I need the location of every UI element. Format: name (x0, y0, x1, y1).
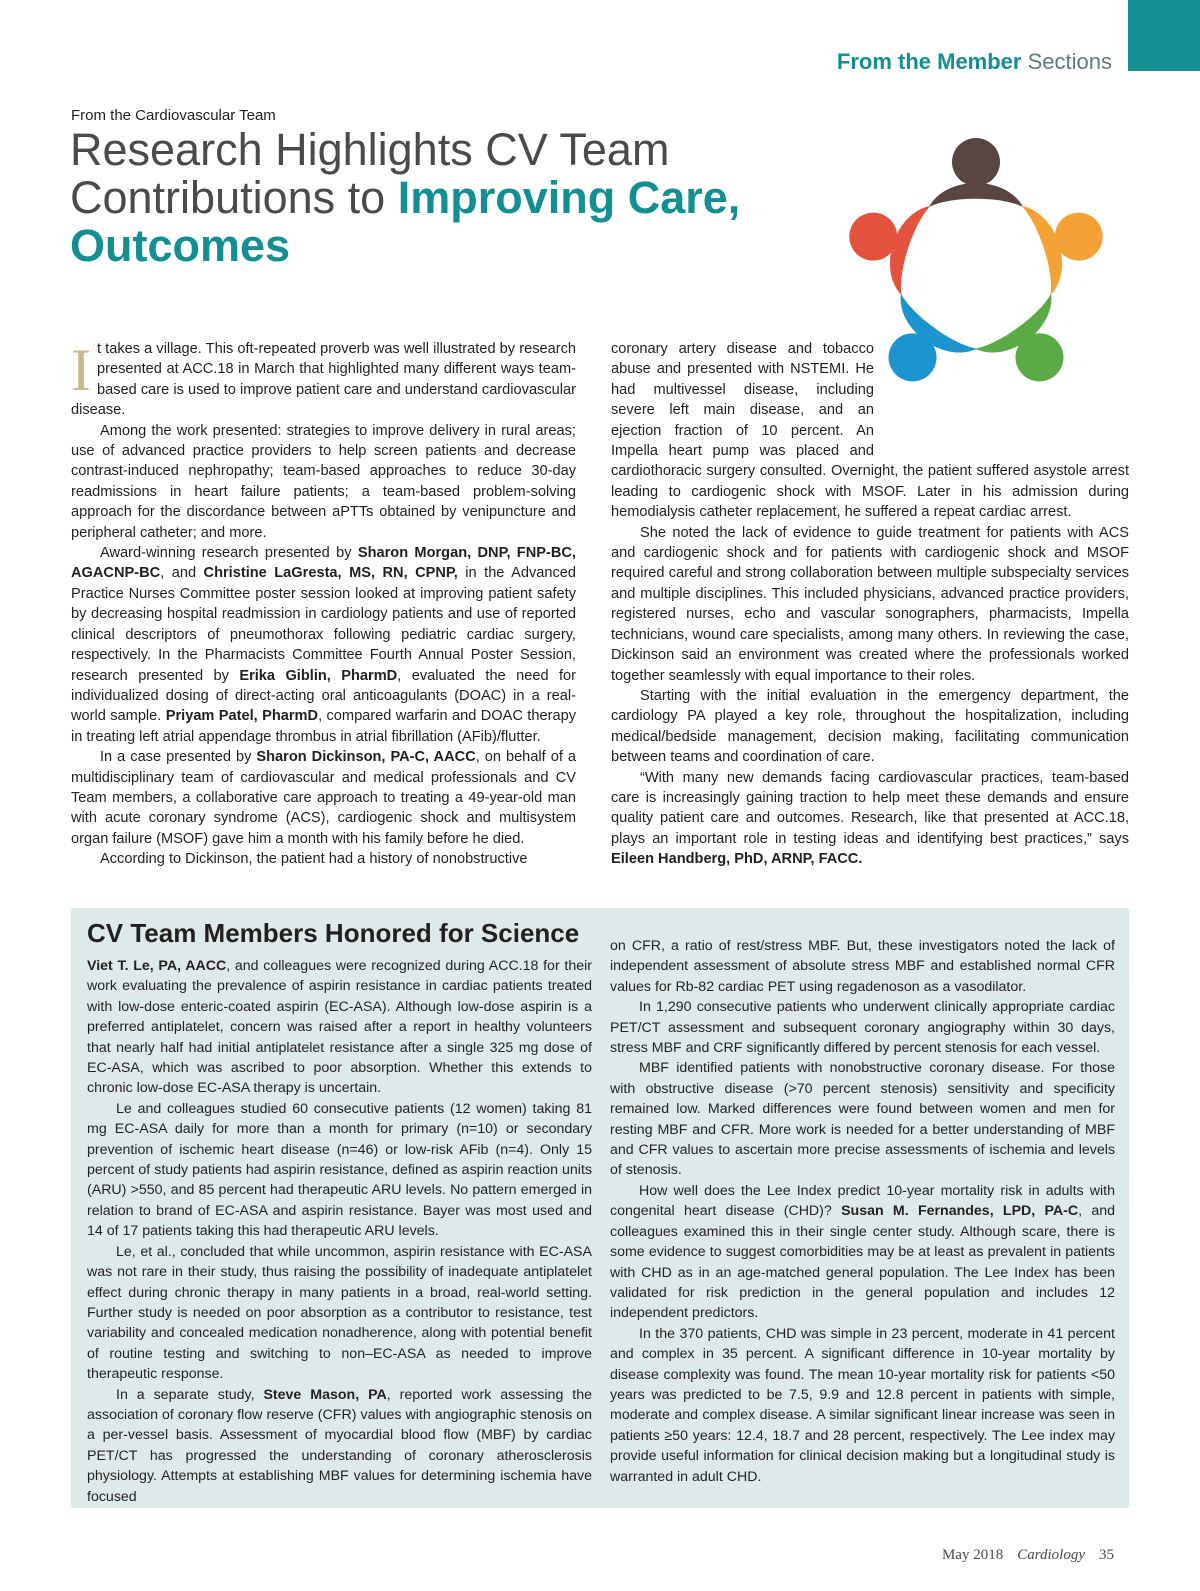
sidebar-paragraph: Viet T. Le, PA, AACC, and colleagues were recognized during ACC.18 for their work evaluating the prevalence of aspirin resistance in cardiac patients treated with low-dose enteric-coated aspirin (EC-ASA). Although low-dose aspirin is a preferred antiplatelet, concern was raised after a report in healthy volunteers that nearly half had initial antiplatelet resistance after a single 325 mg dose of EC-ASA, which was ascribed to poor absorption. Whether this extends to chronic low-dose EC-ASA therapy is uncertain. (87, 958, 592, 1097)
article-paragraph: “With many new demands facing cardiovascular practices, team-based care is increasingly gaining traction to help meet these demands and ensure quality patient care and outcomes. Research, like that presented at ACC.18, plays an important role in testing ideas and identifying best practices,” says Eileen Handberg, PhD, ARNP, FACC. (611, 769, 1129, 868)
sidebar-column-1 (87, 956, 592, 1507)
sidebar-paragraph: How well does the Lee Index predict 10-year mortality risk in adults with congenital heart disease (CHD)? Susan M. Fernandes, LPD, PA-C, and colleagues examined this in their single center study. Although scare, there is some evidence to suggest comorbidities may be at least as prevalent in patients with CHD as in an age-matched general population. The Lee Index has been validated for risk prediction in the general population and includes 12 independent predictors. (610, 1182, 1116, 1322)
article-paragraph: Award-winning research presented by Sharon Morgan, DNP, FNP-BC, AGACNP-BC, and Christine LaGresta, MS, RN, CPNP, in the Advanced Practice Nurses Committee poster session looked at improving patient safety by decreasing hospital readmission in cardiology patients and use of reported clinical descriptors of pneumothorax following pediatric cardiac surgery, respectively. In the Pharmacists Committee Fourth Annual Poster Session, research presented by Erika Giblin, PharmD, evaluated the need for individualized dosing of direct-acting oral anticoagulants (DOAC) in a real-world sample. Priyam Patel, PharmD, compared warfarin and DOAC therapy in treating left atrial appendage thrombus in atrial fibrillation (AFib)/flutter. (71, 545, 577, 745)
article-column-2 (611, 339, 1129, 870)
section-color-tab (1128, 0, 1200, 71)
article-paragraph: coronary artery disease and tobacco abuse and presented with NSTEMI. He had multivessel disease, including severe left main disease, and an ejection fraction of 10 percent. An Impella heart pump was placed and cardiothoracic surgery consulted. Overnight, the patient suffered asystole arrest leading to cardiogenic shock with MSOF. Later in his admission during hemodialysis catheter replacement, he suffered a repeat cardiac arrest. (611, 341, 1129, 521)
article-paragraph: It takes a village. This oft-repeated proverb was well illustrated by research presented at ACC.18 in March that highlighted many different ways team-based care is used to improve patient care and understand cardiovascular disease. (71, 337, 576, 419)
footer-magazine: Cardiology (1017, 1547, 1085, 1563)
sidebar-paragraph: MBF identified patients with nonobstructive coronary disease. For those with obstructive disease (>70 percent stenosis) sensitivity and specificity remained low. Marked differences were found between women and men for resting MBF and CFR. More work is needed for a better understanding of MBF and CFR values to ascertain more precise assessments of ischemia and levels of stenosis. (610, 1060, 1115, 1179)
page-footer (942, 1547, 1114, 1564)
headline-text: Research Highlights CV Team Contributions to (70, 124, 670, 223)
logo-figure (929, 138, 1023, 207)
sidebar-paragraph: In a separate study, Steve Mason, PA, reported work assessing the association of coronary flow reserve (CFR) values with angiographic stenosis on a per-vessel basis. Assessment of myocardial blood flow (MBF) by cardiac PET/CT has progressed the understanding of coronary atherosclerosis physiology. Attempts at establishing MBF values for determining ischemia have focused (87, 1386, 592, 1505)
article-paragraph: According to Dickinson, the patient had a history of nonobstructive (100, 851, 528, 868)
sidebar-box (71, 908, 1129, 1508)
headline-highlight: Improving Care, Outcomes (70, 172, 741, 271)
section-header-bold: From the Member (836, 49, 1022, 74)
section-header-light: Sections (1027, 49, 1112, 74)
logo-wrap-space (874, 339, 1129, 443)
article-column-1 (71, 339, 576, 870)
sidebar-paragraph: In 1,290 consecutive patients who underwent clinically appropriate cardiac PET/CT assessment and subsequent coronary angiography within 30 days, stress MBF and CRF significantly differed by percent stenosis for each vessel. (610, 999, 1115, 1057)
sidebar-paragraph: on CFR, a ratio of rest/stress MBF. But, these investigators noted the lack of independent assessment of absolute stress MBF and established normal CFR values for Rb-82 cardiac PET using regadenoson as a vasodilator. (610, 938, 1115, 995)
footer-date: May 2018 (941, 1547, 1004, 1563)
page-number: 35 (1099, 1547, 1114, 1563)
section-header (837, 49, 1112, 75)
sidebar-paragraph: Le and colleagues studied 60 consecutive patients (12 women) taking 81 mg EC-ASA daily for more than a month for primary (n=10) or secondary prevention of ischemic heart disease (n=46) or low-risk AFib (n=4). Only 15 percent of study patients had aspirin resistance, defined as aspirin reaction units (ARU) >550, and 85 percent had therapeutic ARU levels. No pattern emerged in relation to brand of EC-ASA and aspirin resistance. Bayer was most used and 14 of 17 patients taking this had therapeutic ARU levels. (87, 1100, 592, 1240)
article-paragraph: Starting with the initial evaluation in the emergency department, the cardiology PA played a key role, throughout the hospitalization, including medical/bedside management, decision making, facilitating communication between teams and coordination of care. (611, 687, 1129, 766)
article-paragraph: She noted the lack of evidence to guide treatment for patients with ACS and cardiogenic shock and for patients with cardiogenic shock and MSOF required careful and strong collaboration between multiple subspecialty services and multiple disciplines. This included physicians, advanced practice providers, registered nurses, echo and vascular sonographers, pharmacists, Impella technicians, wound care specialists, among many others. In reviewing the case, Dickinson said an environment was created where the professionals worked together seamlessly with equal importance to their roles. (611, 524, 1129, 684)
sidebar-paragraph: Le, et al., concluded that while uncommon, aspirin resistance with EC-ASA was not rare in their study, thus raising the possibility of inadequate antiplatelet effect during chronic therapy in many patients in a broad, real-world setting. Further study is needed on poor absorption as a contributor to resistance, test variability and concealed medication nonadherence, along with potential benefit of routine testing and switching to non–EC-ASA as needed to improve therapeutic response. (87, 1243, 592, 1383)
article-headline (70, 126, 830, 270)
sidebar-paragraph: In the 370 patients, CHD was simple in 23 percent, moderate in 41 percent and complex in 35 percent. A significant difference in 10-year mortality by disease complexity was found. The mean 10-year mortality risk for patients <50 years was predicted to be 7.5, 9.9 and 12.8 percent in patients with simple, moderate and complex disease. A similar significant linear increase was seen in patients ≥50 years: 12.4, 18.7 and 28 percent, respectively. The Lee index may provide useful information for clinical decision making but a longitudinal study is warranted in adult CHD. (610, 1325, 1115, 1485)
logo-figure (1021, 185, 1116, 296)
logo-figure (836, 185, 931, 296)
sidebar-column-2 (610, 936, 1115, 1487)
sidebar-title: CV Team Members Honored for Science (87, 918, 580, 948)
article-paragraph: Among the work presented: strategies to improve delivery in rural areas; use of advanced practice providers to help screen patients and decrease contrast-induced nephropathy; team-based approaches to reduce 30-day readmissions in heart failure patients; a team-based problem-solving approach for the discordance between aPTTs obtained by venipuncture and peripheral catheter; and more. (71, 422, 576, 541)
drop-cap: I (71, 337, 91, 403)
article-kicker: From the Cardiovascular Team (71, 107, 276, 124)
article-paragraph: In a case presented by Sharon Dickinson, PA-C, AACC, on behalf of a multidisciplinary team of cardiovascular and medical professionals and CV Team members, a collaborative care approach to treating a 49-year-old man with acute coronary syndrome (ACS), cardiogenic shock and multisystem organ failure (MSOF) gave him a month with his family before he died. (71, 749, 576, 847)
